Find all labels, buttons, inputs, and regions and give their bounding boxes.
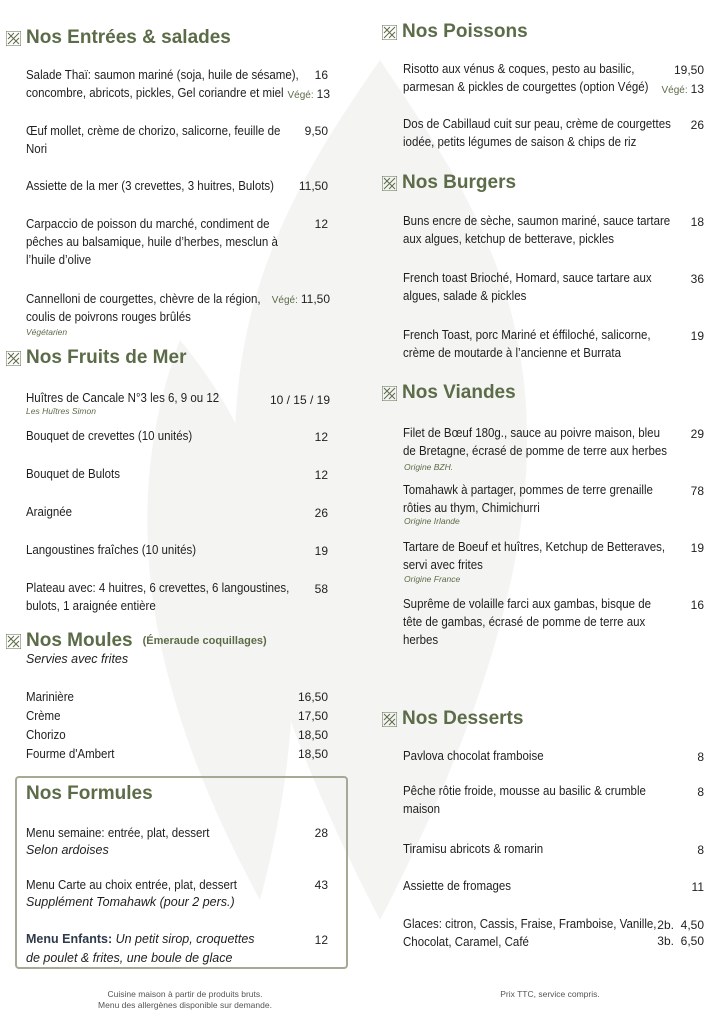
section-title-entrees [6,27,231,49]
menu-item: Bouquet de Bulots [26,467,120,481]
menu-item [403,481,653,517]
item-price: 10 / 15 / 19 [269,393,330,407]
vege-price [262,290,330,310]
item-line: Nori [26,142,48,156]
menu-item: Menu Carte au choix entrée, plat, dessert [26,878,237,892]
menu-item: Assiette de fromages [403,879,512,893]
item-line: Filet de Bœuf 180g., sauce au poivre maison, bleu [403,426,660,440]
price-size-value: 4,50 [680,918,704,932]
item-price: 18,50 [297,728,328,742]
item-line: Chocolat, Caramel, Café [403,935,529,949]
section-title-text: Nos Entrées & salades [26,27,231,48]
item-line: servi avec frites [403,558,483,572]
section-title-poissons [382,21,528,43]
item-price: 36 [690,272,704,286]
item-price: 9,50 [304,124,328,138]
leaf-pattern-icon [382,386,397,401]
menu-item: Marinière [26,690,74,704]
item-price: 43 [314,878,328,892]
item-line: French Toast, porc Mariné et éffiloché, salicorne, [403,328,651,342]
vege-value: 13 [690,82,704,96]
menu-item: Bouquet de crevettes (10 unités) [26,429,193,443]
menu-item: Araignée [26,505,73,519]
item-price: 28 [314,826,328,840]
item-price: 17,50 [297,709,328,723]
leaf-pattern-icon [6,351,21,366]
item-line: Buns encre de sèche, saumon mariné, sauce tartare [403,214,671,228]
section-title-text: Nos Fruits de Mer [26,347,187,368]
item-price: 26 [314,506,328,520]
vege-label: Végé: [287,90,314,101]
menu-item [403,326,651,362]
item-line: Assiette de la mer (3 crevettes, 3 huitres, Bulots) [26,179,274,193]
menu-item [403,60,648,96]
item-line: aux algues, ketchup de betterave, pickles [403,232,614,246]
item-line: Tartare de Boeuf et huîtres, Ketchup de Betteraves, [403,540,666,554]
vege-label: Végé: [271,295,298,306]
price-size-value: 6,50 [680,934,704,948]
item-line: Glaces: citron, Cassis, Fraise, Framboise, Vanille, [403,917,657,931]
section-title-text: Nos Burgers [402,172,517,193]
item-price: 16 [314,68,328,82]
menu-item [403,538,665,574]
item-line: l’huile d’olive [26,253,92,267]
section-title-text: Nos Moules [26,630,133,651]
leaf-pattern-icon [6,31,21,46]
item-price: 16,50 [297,690,328,704]
section-title-fruits-de-mer [6,347,186,369]
item-line: maison [403,802,441,816]
menu-item [403,212,670,248]
item-line: Cannelloni de courgettes, chèvre de la région, [26,292,261,306]
menu-item [403,269,652,305]
item-price: 19 [314,544,328,558]
item-line: Plateau avec: 4 huitres, 6 crevettes, 6 langoustines, [26,581,290,595]
menu-enfants-text: de poulet & frites, une boule de glace [26,951,233,965]
item-price: 12 [314,933,328,947]
section-subtitle: (Émeraude coquillages) [142,635,267,647]
menu-item [26,215,278,269]
item-line: tête de gambas, écrasé de pomme de terre aux [403,615,646,629]
item-price: 78 [690,484,704,498]
section-title-formules [26,783,153,805]
menu-item [403,595,651,649]
item-line: rôties au thym, Chimichurri [403,501,540,515]
item-line: concombre, abricots, pickles, Gel coriandre et miel [26,86,284,100]
menu-item: Fourme d'Ambert [26,747,115,761]
item-line: Pêche rôtie froide, mousse au basilic & crumble [403,784,646,798]
item-note: Origine France [404,574,461,584]
item-note: Origine Irlande [404,516,460,526]
menu-item [403,915,657,951]
item-line: parmesan & pickles de courgettes (option Végé) [403,80,649,94]
item-line: crème de moutarde à l’ancienne et Burrata [403,346,621,360]
menu-enfants-text: Un petit sirop, croquettes [112,932,255,946]
footer-right: Prix TTC, service compris. [500,989,600,999]
item-line: Suprême de volaille farci aux gambas, bisque de [403,597,652,611]
item-note: Supplément Tomahawk (pour 2 pers.) [26,895,235,909]
leaf-pattern-icon [382,176,397,191]
item-price: 11 [691,880,704,894]
menu-item: Tiramisu abricots & romarin [403,842,544,856]
vege-value: 11,50 [300,292,330,306]
item-line: Dos de Cabillaud cuit sur peau, crème de courgettes [403,117,671,131]
item-price: 16 [690,598,704,612]
section-title-text: Nos Formules [26,783,153,804]
item-note: Les Huîtres Simon [26,406,96,416]
item-price: 19 [690,329,704,343]
item-line: coulis de poivrons rouges brûlés [26,310,191,324]
item-line: Œuf mollet, crème de chorizo, salicorne, feuille de [26,124,281,138]
item-line: de Bretagne, écrasé de pomme de terre aux herbes [403,444,668,458]
menu-item [403,115,671,151]
menu-item [26,66,299,102]
menu-item [403,424,667,460]
leaf-pattern-icon [6,634,21,649]
item-price: 8 [697,843,704,857]
menu-item: Crème [26,709,61,723]
leaf-pattern-icon [382,712,397,727]
menu-enfants-label: Menu Enfants: [26,932,113,946]
menu-item [26,579,289,615]
menu-item: Pavlova chocolat framboise [403,749,544,763]
vege-price [270,85,330,105]
item-price: 12 [314,468,328,482]
section-title-text: Nos Poissons [402,21,528,42]
item-price: 18,50 [297,747,328,761]
item-line: pêches au balsamique, huile d’herbes, mesclun à [26,235,278,249]
item-line: iodée, petits légumes de saison & chips de riz [403,135,637,149]
section-title-moules [6,630,267,652]
item-price: 29 [690,427,704,441]
item-price: 8 [697,750,704,764]
item-price [652,932,704,950]
vege-label: Végé: [661,85,688,96]
item-line: Huîtres de Cancale N°3 les 6, 9 ou 12 [26,391,220,405]
item-note: Origine BZH. [404,462,454,472]
footer-line: Menu des allergènes disponible sur demande. [98,1000,272,1010]
footer-line: Cuisine maison à partir de produits bruts. [107,989,263,999]
menu-enfants [26,930,255,968]
item-price: 12 [314,430,328,444]
item-price: 8 [697,785,704,799]
item-line: Tomahawk à partager, pommes de terre grenaille [403,483,653,497]
menu-item [26,122,280,158]
item-line: algues, salade & pickles [403,289,527,303]
item-line: herbes [403,633,439,647]
item-line: bulots, 1 araignée entière [26,599,156,613]
menu-item: Langoustines fraîches (10 unités) [26,543,197,557]
item-price: 12 [314,217,328,231]
item-line: Salade Thaï: saumon mariné (soja, huile de sésame), [26,68,299,82]
item-price: 19,50 [673,63,704,77]
item-price: 18 [690,215,704,229]
item-price: 58 [314,582,328,596]
menu-item [26,177,274,195]
section-title-text: Nos Desserts [402,708,524,729]
item-line: Risotto aux vénus & coques, pesto au basilic, [403,62,635,76]
vege-price [640,80,704,100]
footer-left [60,989,310,1011]
item-price: 19 [690,541,704,555]
item-note: Selon ardoises [26,843,109,857]
item-line: Carpaccio de poisson du marché, condiment de [26,217,270,231]
vege-value: 13 [316,87,330,101]
item-note: Végétarien [26,327,68,337]
menu-item: Menu semaine: entrée, plat, dessert [26,826,210,840]
moules-served-note: Servies avec frites [26,652,129,666]
menu-item [403,782,646,818]
menu-item [26,290,261,326]
leaf-pattern-icon [382,25,397,40]
section-title-text: Nos Viandes [402,382,516,403]
section-title-viandes [382,382,516,404]
section-title-burgers [382,172,516,194]
section-title-desserts [382,708,523,730]
menu-item: Chorizo [26,728,66,742]
item-line: French toast Brioché, Homard, sauce tartare aux [403,271,652,285]
price-size-label: 2b. [657,918,674,932]
menu-item [26,389,219,407]
item-price: 26 [690,118,704,132]
price-size-label: 3b. [657,934,674,948]
item-price: 11,50 [298,179,328,193]
